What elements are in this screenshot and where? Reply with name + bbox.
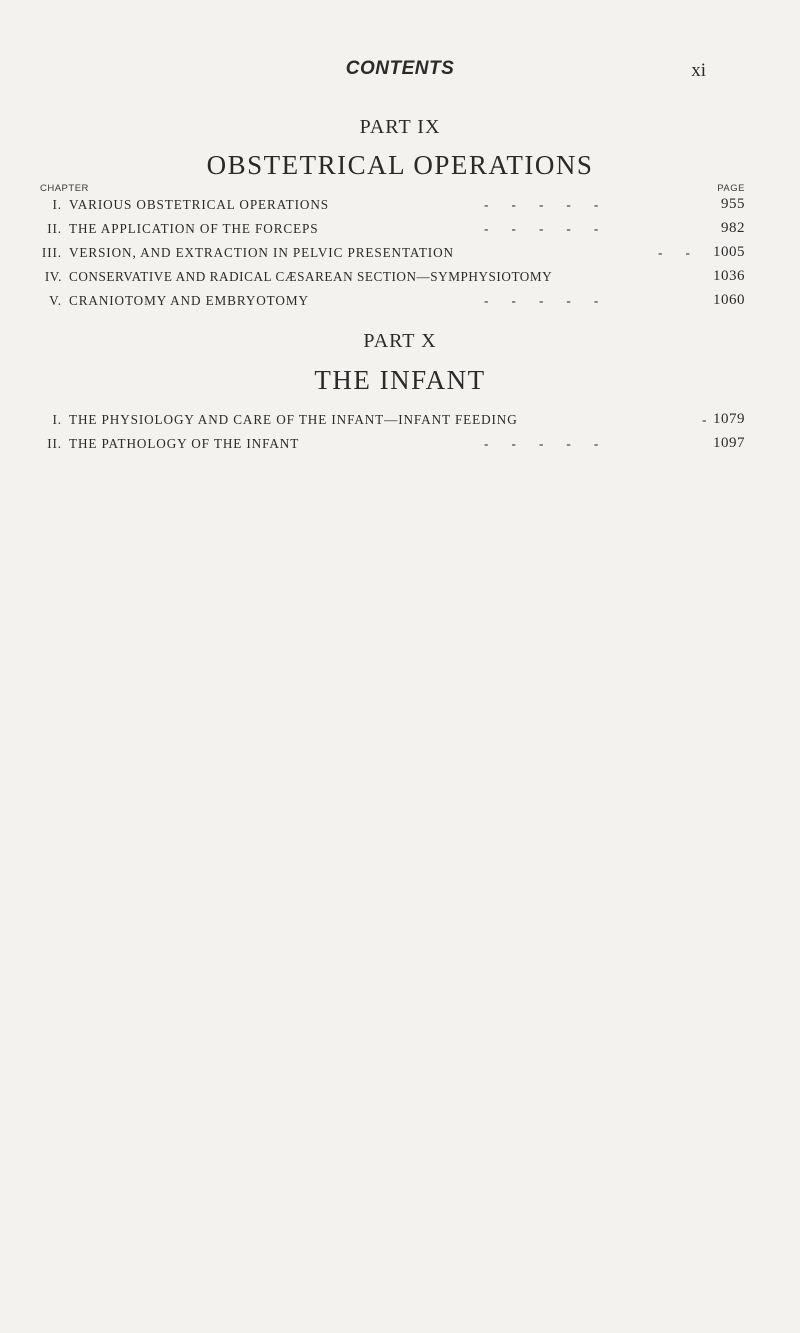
page-number: 1079 <box>713 411 745 427</box>
part-heading: PART IX <box>359 116 441 138</box>
chapter-title: THE PATHOLOGY OF THE INFANT <box>69 436 300 451</box>
page-number: 1060 <box>713 292 745 308</box>
chapter-number: I. <box>52 197 62 212</box>
chapter-title: CRANIOTOMY AND EMBRYOTOMY <box>69 293 309 308</box>
toc-entry[interactable] <box>40 436 745 456</box>
chapter-number: I. <box>52 412 62 427</box>
part-title: THE INFANT <box>314 365 486 395</box>
chapter-title: THE PHYSIOLOGY AND CARE OF THE INFANT—INFANT FEEDING <box>69 412 518 427</box>
chapter-title: CONSERVATIVE AND RADICAL CÆSAREAN SECTION—SYMPHYSIOTOMY <box>69 269 553 284</box>
part-heading: PART X <box>363 330 437 352</box>
page-number: 1036 <box>713 268 745 284</box>
page-number: 1005 <box>713 244 745 260</box>
chapter-title: VARIOUS OBSTETRICAL OPERATIONS <box>69 197 329 212</box>
chapter-number: V. <box>49 293 62 308</box>
chapter-number: II. <box>47 221 62 236</box>
dot-leader: - - <box>658 245 690 260</box>
running-title: CONTENTS <box>345 58 455 79</box>
page-column-label: PAGE <box>717 183 745 194</box>
toc-entry[interactable] <box>40 245 745 265</box>
toc-entry[interactable] <box>40 293 745 313</box>
dot-leader: - - - - - <box>484 293 599 308</box>
page-number: 982 <box>721 220 745 236</box>
toc-entry[interactable] <box>40 412 745 432</box>
chapter-number: IV. <box>44 269 62 284</box>
toc-entry[interactable] <box>40 197 745 217</box>
page-number: 1097 <box>713 435 745 451</box>
chapter-number: III. <box>41 245 62 260</box>
running-head <box>0 58 800 88</box>
page-folio: xi <box>691 60 706 81</box>
part-title: OBSTETRICAL OPERATIONS <box>206 150 594 180</box>
dot-leader: - - - - - <box>484 436 599 451</box>
chapter-title: THE APPLICATION OF THE FORCEPS <box>69 221 319 236</box>
toc-entry[interactable] <box>40 221 745 241</box>
dot-leader: - - - - - <box>484 221 599 236</box>
page-number: 955 <box>721 196 745 212</box>
dot-leader: - - - - - <box>484 197 599 212</box>
chapter-title: VERSION, AND EXTRACTION IN PELVIC PRESENTATION <box>69 245 454 260</box>
toc-entry[interactable] <box>40 269 745 289</box>
dot-leader: - <box>702 412 707 427</box>
chapter-number: II. <box>47 436 62 451</box>
chapter-column-label: CHAPTER <box>40 183 89 194</box>
